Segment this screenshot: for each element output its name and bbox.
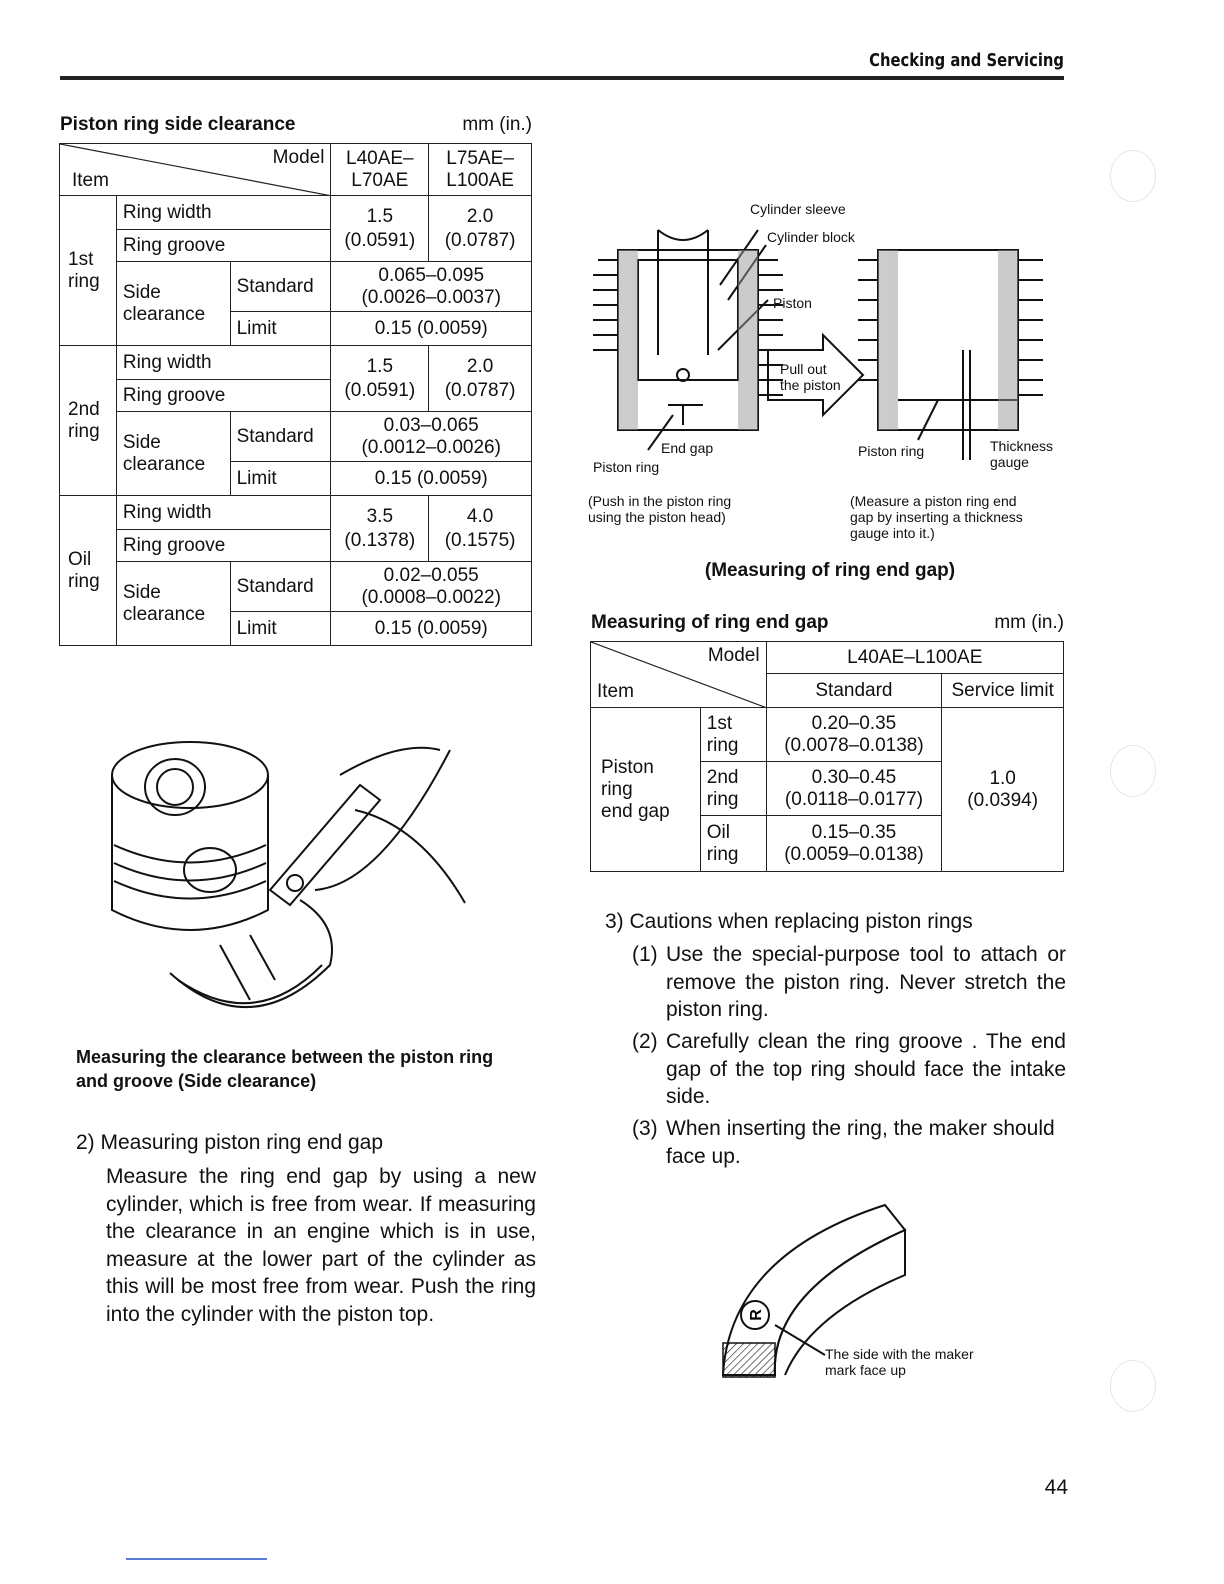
standard-value: 0.20–0.35 (0.0078–0.0138) (766, 708, 942, 762)
label-end-gap: End gap (661, 440, 714, 456)
figure2-caption: (Measuring of ring end gap) (704, 560, 956, 581)
label-piston: Piston (773, 295, 812, 311)
ring-label: 2nd ring (700, 762, 766, 816)
side-clearance-table (59, 143, 532, 646)
group-1st-ring: 1st ring (60, 196, 117, 346)
end-gap-table (590, 641, 1064, 872)
width-value-l: 3.5 (0.1378) (331, 496, 429, 562)
binder-hole-mark (1110, 150, 1156, 202)
item-label: Item (597, 681, 634, 702)
section2-body: Measure the ring end gap by using a new cylinder, which is free from wear. If measuring the clearance in an engine which is in use, measure at the lower part of the cylinder as this will be most free from wear. Push the ring into the cylinder with the piston top. (106, 1165, 536, 1326)
section3-heading: 3) Cautions when replacing piston rings (605, 910, 973, 933)
col-header-l75-l100: L75AE– L100AE (429, 144, 532, 196)
group-piston-ring-end-gap: Piston ring end gap (591, 708, 701, 872)
label-piston-ring-right: Piston ring (858, 443, 925, 459)
width-value-r: 2.0 (0.0787) (429, 346, 532, 412)
model-label: Model (707, 645, 760, 666)
standard-label: Standard (230, 412, 331, 462)
limit-label: Limit (230, 612, 331, 646)
figure1-caption: Measuring the clearance between the piston ring and groove (Side clearance) (76, 1047, 494, 1091)
table-corner-cell (591, 642, 767, 708)
ring-groove-label: Ring groove (116, 230, 331, 262)
limit-label: Limit (230, 312, 331, 346)
end-gap-title: Measuring of ring end gap (591, 612, 829, 633)
group-oil-ring: Oil ring (60, 496, 117, 646)
caution-3-text: When inserting the ring, the maker should face up. (666, 1117, 1055, 1168)
header-rule (60, 76, 1064, 80)
end-gap-unit: mm (in.) (994, 612, 1064, 633)
ring-width-label: Ring width (116, 496, 331, 530)
label-thickness-gauge: Thickness gauge (990, 438, 1054, 470)
caution-1-number: (1) (632, 943, 658, 966)
ring-label: 1st ring (700, 708, 766, 762)
side-clearance-label: Side clearance (116, 412, 230, 496)
caution-2-number: (2) (632, 1030, 658, 1053)
standard-label: Standard (230, 562, 331, 612)
side-clearance-unit: mm (in.) (462, 114, 532, 135)
section2-heading: 2) Measuring piston ring end gap (76, 1131, 384, 1154)
limit-value: 0.15 (0.0059) (331, 312, 532, 346)
limit-value: 0.15 (0.0059) (331, 462, 532, 496)
label-cylinder-block: Cylinder block (767, 229, 855, 245)
width-value-l: 1.5 (0.0591) (331, 196, 429, 262)
piston-side-clearance-illustration (100, 715, 480, 1030)
bottom-scan-mark (126, 1558, 267, 1560)
maker-mark-label: The side with the maker mark face up (825, 1346, 974, 1378)
binder-hole-mark (1110, 1360, 1156, 1412)
ring-groove-label: Ring groove (116, 380, 331, 412)
section-header: Checking and Servicing (869, 50, 1064, 71)
label-pull-out: Pull out the piston (780, 361, 841, 393)
standard-label: Standard (230, 262, 331, 312)
standard-value: 0.30–0.45 (0.0118–0.0177) (766, 762, 942, 816)
service-limit-header: Service limit (942, 674, 1064, 708)
ring-label: Oil ring (700, 816, 766, 872)
side-clearance-title: Piston ring side clearance (60, 114, 296, 135)
side-clearance-label: Side clearance (116, 562, 230, 646)
limit-value: 0.15 (0.0059) (331, 612, 532, 646)
note-measure-gap: (Measure a piston ring end gap by inserting a thickness gauge into it.) (850, 493, 1023, 541)
col-header-l40-l70: L40AE– L70AE (331, 144, 429, 196)
standard-value: 0.15–0.35 (0.0059–0.0138) (766, 816, 942, 872)
service-limit-value: 1.0 (0.0394) (942, 708, 1064, 872)
standard-value: 0.03–0.065 (0.0012–0.0026) (331, 412, 532, 462)
ring-groove-label: Ring groove (116, 530, 331, 562)
page-number: 44 (1044, 1476, 1068, 1499)
side-clearance-label: Side clearance (116, 262, 230, 346)
label-cylinder-sleeve: Cylinder sleeve (750, 201, 846, 217)
binder-hole-mark (1110, 745, 1156, 797)
model-label: Model (272, 147, 325, 168)
caution-2-text: Carefully clean the ring groove . The end gap of the top ring should face the intake side. (666, 1030, 1066, 1108)
item-label: Item (72, 170, 109, 191)
model-value: L40AE–L100AE (766, 642, 1063, 674)
group-2nd-ring: 2nd ring (60, 346, 117, 496)
limit-label: Limit (230, 462, 331, 496)
table-corner-cell (60, 144, 331, 196)
label-piston-ring-left: Piston ring (593, 459, 660, 475)
ring-width-label: Ring width (116, 196, 331, 230)
ring-width-label: Ring width (116, 346, 331, 380)
note-push-in: (Push in the piston ring using the piston head) (588, 493, 732, 525)
width-value-l: 1.5 (0.0591) (331, 346, 429, 412)
standard-value: 0.02–0.055 (0.0008–0.0022) (331, 562, 532, 612)
caution-3-number: (3) (632, 1117, 658, 1140)
maker-mark-r: R (748, 1309, 765, 1321)
width-value-r: 2.0 (0.0787) (429, 196, 532, 262)
caution-1-text: Use the special-purpose tool to attach or remove the piston ring. Never stretch the piston ring. (666, 943, 1066, 1021)
width-value-r: 4.0 (0.1575) (429, 496, 532, 562)
standard-value: 0.065–0.095 (0.0026–0.0037) (331, 262, 532, 312)
standard-header: Standard (766, 674, 942, 708)
